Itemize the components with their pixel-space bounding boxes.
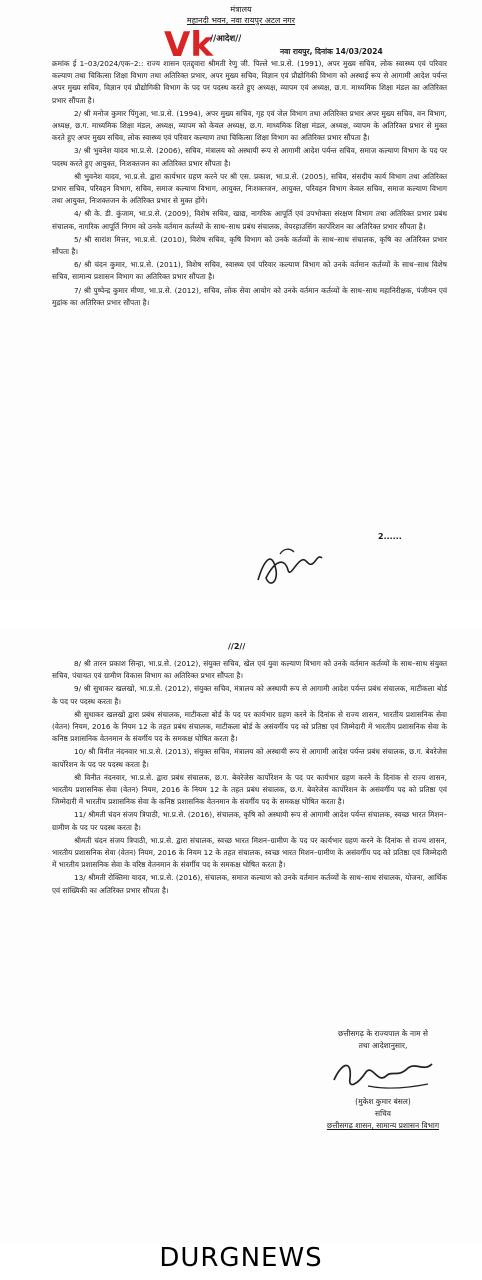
paragraph: 3/ श्री भुवनेश यादव भा.प्र.से. (2006), सचिव, मंत्रालय को अस्थायी रूप से आगामी आदेश पर्यन्त सचिव, समाज कल्याण विभाग के पद पर पदस्थ करते हुए आयुक्त, निःशक्तजन का अतिरिक्त प्रभार सौंपता है। bbox=[52, 146, 447, 168]
paragraph: क्रमांक ई 1–03/2024/एक–2:: राज्य शासन एतद्द्वारा श्रीमती रेणु जी. पिल्ले भा.प्र.से. (1991), अपर मुख्य सचिव, लोक स्वास्थ्य एवं परिवार कल्याण तथा चिकित्सा शिक्षा विभाग तथा अतिरिक्त प्रभार, अपर मुख्य सचिव, विज्ञान एवं प्रौद्योगिकी विभाग को अस्थाई रूप से आगामी आदेश पर्यन्त अपर मुख्य सचिव, विज्ञान एवं प्रौद्योगिकी विभाग के पद पर पदस्थ करते हुए अध्यक्ष, व्यापम एवं अध्यक्ष, छ.ग. माध्यमिक शिक्षा मंडल का अतिरिक्त प्रभार सौंपता है। bbox=[52, 59, 447, 105]
paragraph: 2/ श्री मनोज कुमार पिंगुआ, भा.प्र.से. (1994), अपर मुख्य सचिव, गृह एवं जेल विभाग तथा अतिरिक्त प्रभार अपर मुख्य सचिव, वन विभाग, अध्यक्ष, छ.ग. माध्यमिक शिक्षा मंडल, अध्यक्ष, व्यापम को केवल अध्यक्ष, छ.ग. माध्यमिक शिक्षा मंडल, अध्यक्ष, व्यापम के अतिरिक्त प्रभार से मुक्त करते हुए अपर मुख्य सचिव, लोक स्वास्थ्य एवं परिवार कल्याण तथा चिकित्सा शिक्षा विभाग का अतिरिक्त प्रभार सौंपता है। bbox=[52, 108, 447, 143]
paragraph: 8/ श्री तारन प्रकाश सिन्हा, भा.प्र.से. (2012), संयुक्त सचिव, खेल एवं युवा कल्याण विभाग को उनके वर्तमान कर्तव्यों के साथ–साथ संयुक्त सचिव, पंचायत एवं ग्रामीण विकास विभाग का अतिरिक्त प्रभार सौंपता है। bbox=[52, 659, 447, 681]
signatory-department: छत्तीसगढ़ शासन, सामान्य प्रशासन विभाग bbox=[326, 1121, 440, 1130]
signatory-designation: सचिव bbox=[375, 1109, 391, 1118]
page2-body bbox=[52, 658, 447, 898]
letterhead bbox=[0, 4, 482, 26]
office-address: महानदी भवन, नवा रायपुर अटल नगर bbox=[186, 16, 296, 25]
order-title: //आदेश// bbox=[210, 34, 242, 44]
signature-scribble bbox=[250, 540, 330, 595]
signature-line-1: छत्तीसगढ़ के राज्यपाल के नाम से bbox=[338, 1029, 428, 1038]
signature-scribble bbox=[328, 1054, 438, 1096]
paragraph: 6/ श्री चंदन कुमार, भा.प्र.से. (2011), विशेष सचिव, स्वास्थ्य एवं परिवार कल्याण विभाग को उनके वर्तमान कर्तव्यों के साथ–साथ विशेष सचिव, सामान्य प्रशासन विभाग का अतिरिक्त प्रभार सौंपता है। bbox=[52, 260, 447, 282]
signature-block bbox=[298, 1028, 468, 1132]
paragraph: श्रीमती चंदन संजय त्रिपाठी, भा.प्र.से. द्वारा संचालक, स्वच्छ भारत मिशन–ग्रामीण के पद पर कार्यभार ग्रहण करने के दिनांक से राज्य शासन, भारतीय प्रशासनिक सेवा (वेतन) नियम, 2016 के नियम 12 के तहत संचालक, स्वच्छ भारत मिशन–ग्रामीण के असंवर्गीय पद को प्रतिष्ठा एवं जिम्मेदारी में भारतीय प्रशासनिक सेवा के वरिष्ठ वेतनमान के संवर्गीय पद के समकक्ष घोषित करता है। bbox=[52, 835, 447, 870]
paragraph: 7/ श्री पुष्पेन्द्र कुमार मीणा, भा.प्र.से. (2012), सचिव, लोक सेवा आयोग को उनके वर्तमान कर्तव्यों के साथ–साथ महानिरीक्षक, पंजीयन एवं मुद्रांक का अतिरिक्त प्रभार सौंपता है। bbox=[52, 285, 447, 307]
page-marker: //2// bbox=[228, 642, 246, 651]
source-watermark: DURGNEWS bbox=[159, 1243, 323, 1273]
paragraph: श्री सुधाकर खलखो द्वारा प्रबंध संचालक, माटीकला बोर्ड के पद पर कार्यभार ग्रहण करने के दिनांक से राज्य शासन, भारतीय प्रशासनिक सेवा (वेतन) नियम, 2016 के नियम 12 के तहत प्रबंध संचालक, माटीकला बोर्ड के असंवर्गीय पद को प्रतिष्ठा एवं जिम्मेदारी में भारतीय प्रशासनिक सेवा के कनिष्ठ प्रशासनिक वेतनमान के संवर्गीय पद के समकक्ष घोषित करता है। bbox=[52, 709, 447, 744]
paragraph: 13/ श्रीमती रोक्तिमा यादव, भा.प्र.से. (2016), संचालक, समाज कल्याण को उनके वर्तमान कर्तव्यों के साथ–साथ संचालक, योजना, आर्थिक एवं सांख्यिकी का अतिरिक्त प्रभार सौंपता है। bbox=[52, 873, 447, 895]
paragraph: 11/ श्रीमती चंदन संजय त्रिपाठी, भा.प्र.से. (2016), संचालक, कृषि को अस्थायी रूप से आगामी आदेश पर्यन्त संचालक, स्वच्छ भारत मिशन–ग्रामीण के पद पर पदस्थ करता है। bbox=[52, 810, 447, 832]
paragraph: श्री भुवनेश यादव, भा.प्र.से. द्वारा कार्यभार ग्रहण करने पर श्री एस. प्रकाश, भा.प्र.से. (2005), सचिव, संसदीय कार्य विभाग तथा अतिरिक्त प्रभार सचिव, परिवहन विभाग, सचिव, समाज कल्याण विभाग, आयुक्त, निःशक्तजन, आयुक्त, परिवहन विभाग केवल सचिव, समाज कल्याण विभाग तथा आयुक्त, निःशक्तजन के अतिरिक्त प्रभार से मुक्त होंगे। bbox=[52, 171, 447, 206]
paragraph: 9/ श्री सुधाकर खलखो, भा.प्र.से. (2012), संयुक्त सचिव, मंत्रालय को अस्थायी रूप से आगामी आदेश पर्यन्त प्रबंध संचालक, माटीकला बोर्ड के पद पर पदस्थ करता है। bbox=[52, 684, 447, 706]
paragraph: 10/ श्री विनीत नंदनवार भा.प्र.से. (2013), संयुक्त सचिव, मंत्रालय को अस्थायी रूप से आगामी आदेश पर्यन्त प्रबंध संचालक, छ.ग. बेवरेजेस कार्पोरेशन के पद पर पदस्थ करता है। bbox=[52, 747, 447, 769]
order-page-1 bbox=[0, 0, 482, 600]
paragraph: 4/ श्री के. डी. कुंजाम, भा.प्र.से. (2009), विशेष सचिव, खाद्य, नागरिक आपूर्ति एवं उपभोक्ता संरक्षण विभाग तथा अतिरिक्त प्रभार प्रबंध संचालक, नागरिक आपूर्ति निगम को उनके वर्तमान कर्तव्यों के साथ–साथ प्रबंध संचालक, वेयरहाउसिंग कार्पोरेशन का अतिरिक्त प्रभार सौंपता है। bbox=[52, 209, 447, 231]
paragraph: 5/ श्री सारांश मित्तर, भा.प्र.से. (2010), विशेष सचिव, कृषि विभाग को उनके कर्तव्यों के साथ–साथ संचालक, कृषि का अतिरिक्त प्रभार सौंपता है। bbox=[52, 234, 447, 257]
order-page-2 bbox=[0, 628, 482, 1243]
dept-name: मंत्रालय bbox=[230, 5, 252, 14]
signatory-name: (मुकेश कुमार बंसल) bbox=[355, 1097, 411, 1106]
page-continuation: 2...... bbox=[378, 532, 402, 541]
signature-line-2: तथा आदेशानुसार, bbox=[358, 1041, 408, 1050]
order-date: नवा रायपुर, दिनांक 14/03/2024 bbox=[280, 47, 383, 56]
handwritten-stamp: Vk bbox=[164, 25, 213, 65]
page1-body bbox=[52, 58, 447, 310]
paragraph: श्री विनीत नंदनवार, भा.प्र.से. द्वारा प्रबंध संचालक, छ.ग. बेवरेजेस कार्पोरेशन के पद पर कार्यभार ग्रहण करने के दिनांक से राज्य शासन, भारतीय प्रशासनिक सेवा (वेतन) नियम, 2016 के नियम 12 के तहत प्रबंध संचालक, छ.ग. बेवरेजेस कार्पोरेशन के असंवर्गीय पद को प्रतिष्ठा एवं जिम्मेदारी में भारतीय प्रशासनिक सेवा के कनिष्ठ प्रशासनिक वेतनमान के संवर्गीय पद के समकक्ष घोषित करता है। bbox=[52, 772, 447, 807]
